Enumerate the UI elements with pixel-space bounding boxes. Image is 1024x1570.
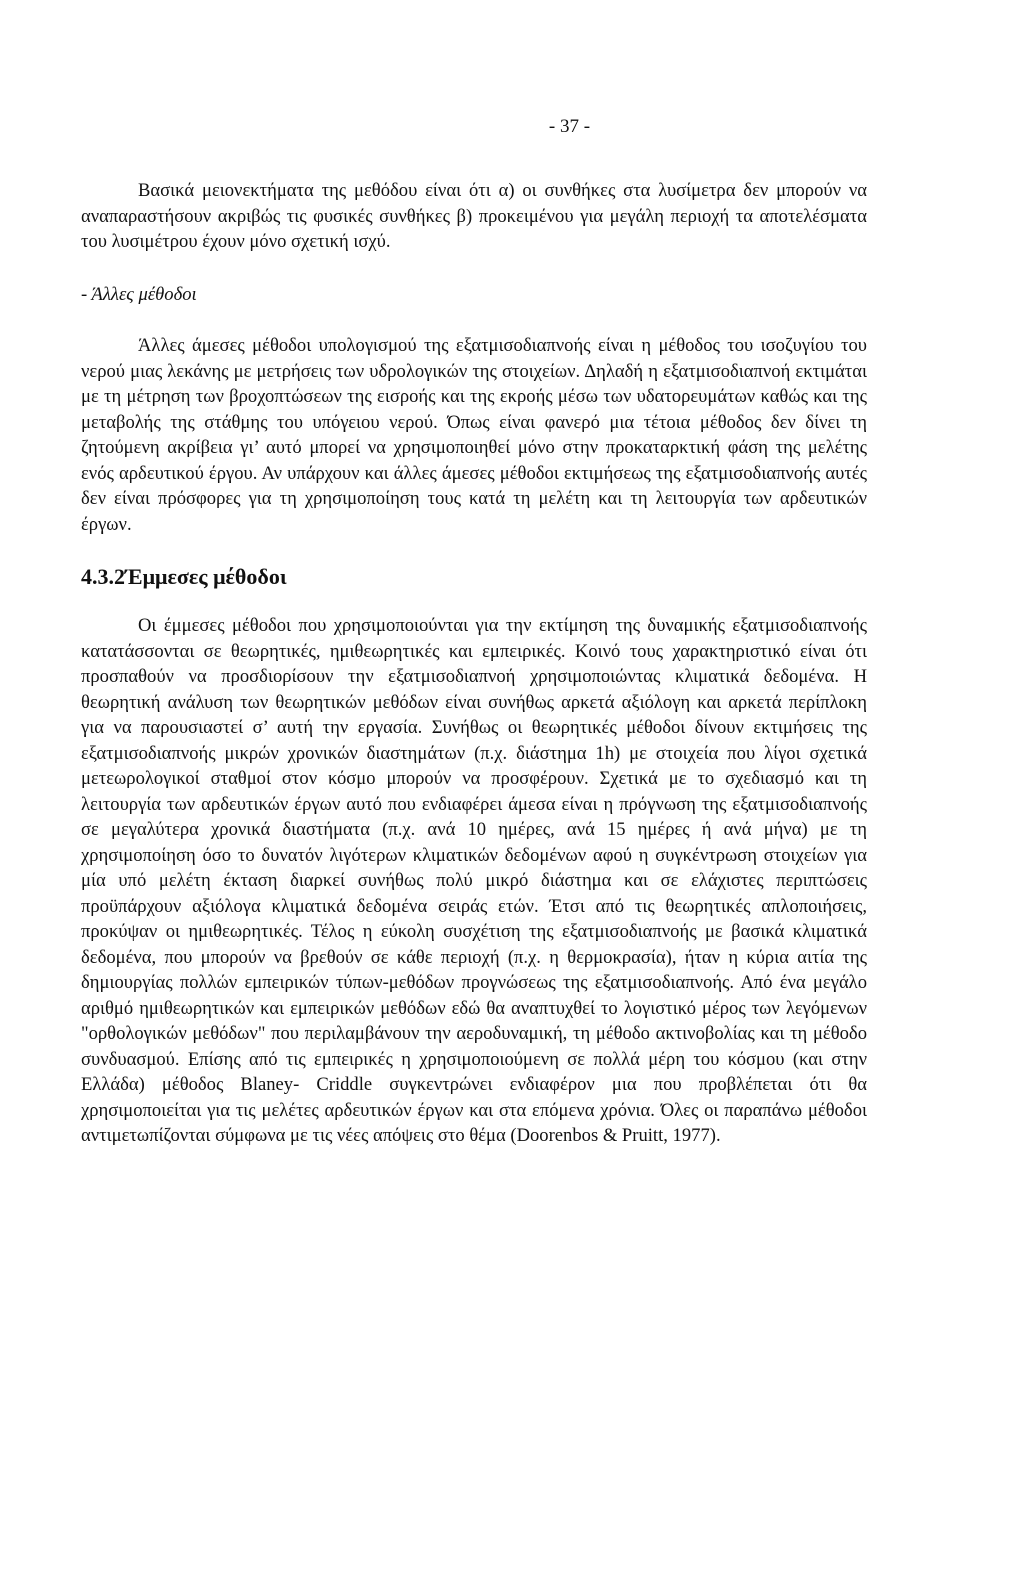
paragraph-indirect-methods: Οι έμμεσες μέθοδοι που χρησιμοποιούνται για την εκτίμηση της δυναμικής εξατμισοδιαπνοής κατατάσσονται σε θεωρητικές, ημιθεωρητικές και εμπειρικές. Κοινό τους χαρακτηριστικό είναι ότι προσπαθούν να προσδιορίσουν την εξατμισοδιαπνοή χρησιμοποιώντας κλιματικά δεδομένα. Η θεωρητική ανάλυση των θεωρητικών μεθόδων είναι συνήθως αρκετά αξιόλογη και αρκετά περίπλοκη για να παρουσιαστεί σ’ αυτή την εργασία. Συνήθως οι θεωρητικές μέθοδοι δίνουν εκτιμήσεις της εξατμισοδιαπνοής μικρών χρονικών διαστημάτων (π.χ. διάστημα 1h) με στοιχεία που λίγοι σχετικά μετεωρολογικοί σταθμοί στον κόσμο μπορούν να προσφέρουν. Σχετικά με το σχεδιασμό και τη λειτουργία των αρδευτικών έργων αυτό που ενδιαφέρει άμεσα είναι η πρόγνωση της εξατμισοδιαπνοής σε μεγαλύτερα χρονικά διαστήματα (π.χ. ανά 10 ημέρες, ανά 15 ημέρες ή ανά μήνα) με τη χρησιμοποίηση όσο το δυνατόν λιγότερων κλιματικών δεδομένων αφού η συγκέντρωση στοιχείων για μία υπό μελέτη έκταση διαρκεί συνήθως πολύ μικρό διάστημα και σε ελάχιστες περιπτώσεις προϋπάρχουν αξιόλογα κλιματικά δεδομένα σειράς ετών. Έτσι από τις θεωρητικές απλοποιήσεις, προκύψαν οι ημιθεωρητικές. Τέλος η εύκολη συσχέτιση της εξατμισοδιαπνοής με βασικά κλιματικά δεδομένα, που μπορούν να βρεθούν σε κάθε περιοχή (π.χ. η θερμοκρασία), ήταν η κύρια αιτία της δημιουργίας πολλών εμπειρικών τύπων-μεθόδων προγνώσεως της εξατμισοδιαπνοής. Από ένα μεγάλο αριθμό ημιθεωρητικών και εμπειρικών μεθόδων εδώ θα αναπτυχθεί το λογιστικό μέρος των λεγόμενων "ορθολογικών μεθόδων" που περιλαμβάνουν την αεροδυναμική, τη μέθοδο ακτινοβολίας και τη μέθοδο συνδυασμού. Επίσης από τις εμπειρικές η χρησιμοποιούμενη σε πολλά μέρη του κόσμου (και στην Ελλάδα) μέθοδος Blaney- Criddle συγκεντρώνει ενδιαφέρον μια που προβλέπεται ότι θα χρησιμοποιείται για τις μελέτες αρδευτικών έργων και στα επόμενα χρόνια. Όλες οι παραπάνω μέθοδοι αντιμετωπίζονται σύμφωνα με τις νέες απόψεις στο θέμα (Doorenbos & Pruitt, 1977). [81, 615, 867, 1146]
section-number: 4.3.2 [81, 564, 125, 589]
section-title: Έμμεσες μέθοδοι [125, 564, 287, 589]
section-heading [81, 563, 867, 591]
paragraph-lysimeter-disadvantages: Βασικά μειονεκτήματα της μεθόδου είναι ότι α) οι συνθήκες στα λυσίμετρα δεν μπορούν να αναπαραστήσουν ακριβώς τις φυσικές συνθήκες β) προκειμένου για μεγάλη περιοχή τα αποτελέσματα του λυσιμέτρου έχουν μόνο σχετική ισχύ. [81, 180, 867, 252]
page-number: - 37 - [548, 116, 591, 137]
page-content [81, 178, 867, 1149]
subheading-other-methods: - Άλλες μέθοδοι [81, 283, 197, 305]
paragraph-other-direct-methods: Άλλες άμεσες μέθοδοι υπολογισμού της εξατμισοδιαπνοής είναι η μέθοδος του ισοζυγίου του νερού μιας λεκάνης με μετρήσεις των υδρολογικών της στοιχείων. Δηλαδή η εξατμισοδιαπνοή εκτιμάται με τη μέτρηση των βροχοπτώσεων της εισροής και της εκροής μέσω των υδατορευμάτων καθώς και της μεταβολής της στάθμης του υπόγειου νερού. Όπως είναι φανερό μια τέτοια μέθοδος δεν δίνει τη ζητούμενη ακρίβεια γι’ αυτό μπορεί να χρησιμοποιηθεί μόνο στην προκαταρκτική φάση της μελέτης ενός αρδευτικού έργου. Αν υπάρχουν και άλλες άμεσες μέθοδοι εκτιμήσεως της εξατμισοδιαπνοής αυτές δεν είναι πρόσφορες για τη χρησιμοποίηση τους κατά τη μελέτη και τη λειτουργία των αρδευτικών έργων. [81, 335, 867, 535]
